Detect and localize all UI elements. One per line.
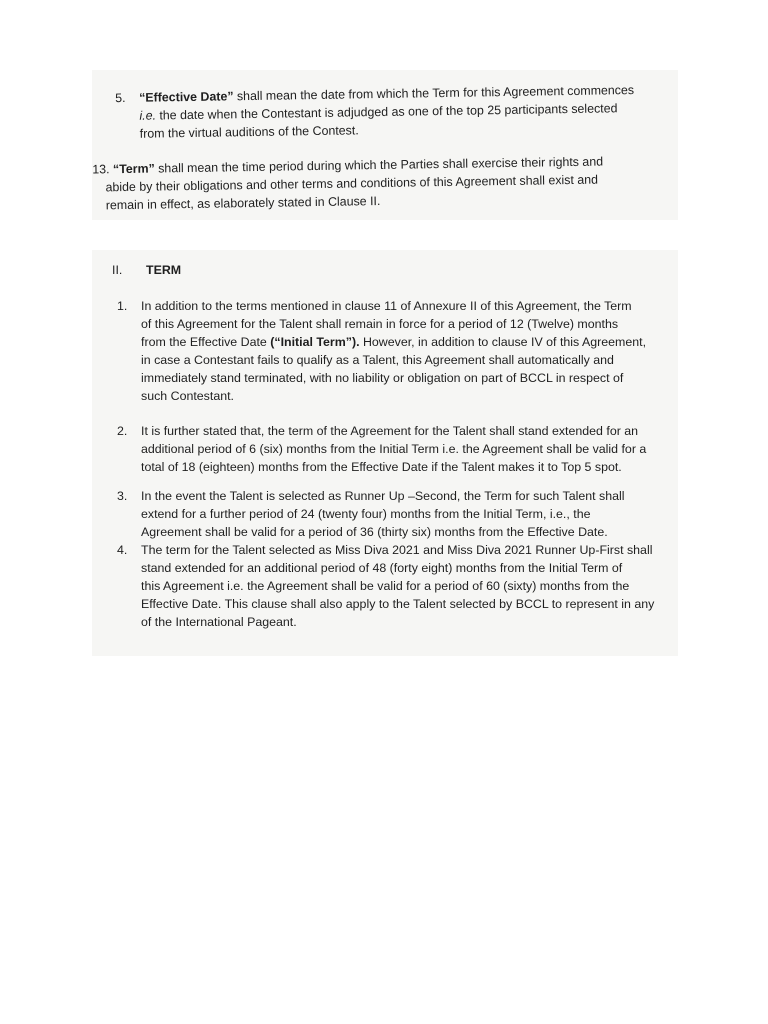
clause-line: in case a Contestant fails to qualify as a Talent, this Agreement shall automatically and <box>141 353 614 367</box>
term-clause-4 <box>117 541 665 631</box>
definition-line-text: shall mean the date from which the Term for this Agreement commences <box>233 83 635 104</box>
definition-line-text: the date when the Contestant is adjudged as one of the top 25 participants selected <box>155 101 618 123</box>
section-number: II. <box>112 263 123 277</box>
defined-term: “Effective Date” <box>139 89 234 105</box>
clause-line: of this Agreement for the Talent shall remain in force for a period of 12 (Twelve) months <box>141 317 619 331</box>
clause-line <box>141 333 665 351</box>
definition-number: 13. <box>92 162 110 177</box>
clause-number: 4. <box>117 543 128 557</box>
term-clause-3 <box>117 487 665 541</box>
clause-line: In addition to the terms mentioned in clause 11 of Annexure II of this Agreement, the Term <box>141 299 632 313</box>
section-heading <box>112 261 181 279</box>
definition-line-text: abide by their obligations and other terms and conditions of this Agreement shall exist and <box>105 172 599 195</box>
clause-line: The term for the Talent selected as Miss Diva 2021 and Miss Diva 2021 Runner Up-First shall <box>141 543 653 557</box>
definition-effective-date <box>115 80 668 143</box>
clause-line: immediately stand terminated, with no liability or obligation on part of BCCL in respect of <box>141 371 624 385</box>
clause-line: such Contestant. <box>141 389 234 403</box>
section-title: TERM <box>146 263 182 277</box>
clause-line: Agreement shall be valid for a period of 36 (thirty six) months from the Effective Date. <box>141 525 608 539</box>
definitions-block <box>0 0 768 246</box>
definition-text <box>115 80 668 143</box>
definition-text <box>92 151 669 214</box>
clause-line: extend for a further period of 24 (twenty four) months from the Initial Term, i.e., the <box>141 507 591 521</box>
clause-number: 2. <box>117 424 128 438</box>
clause-number: 1. <box>117 299 128 313</box>
clause-line: this Agreement i.e. the Agreement shall be valid for a period of 60 (sixty) months from the <box>141 579 630 593</box>
initial-term-definition: (“Initial Term”). <box>270 335 360 349</box>
definition-line-text: from the virtual auditions of the Contest. <box>139 123 359 141</box>
clause-line-text: However, in addition to clause IV of this Agreement, <box>359 335 647 349</box>
clause-text <box>117 297 665 405</box>
definition-number: 5. <box>115 90 126 106</box>
clause-text <box>117 541 665 631</box>
clause-line: stand extended for an additional period of 48 (forty eight) months from the Initial Term of <box>141 561 623 575</box>
clause-text <box>117 487 665 541</box>
clause-line-text: from the Effective Date <box>141 335 271 349</box>
ie-abbreviation: i.e. <box>139 108 157 123</box>
clause-line: It is further stated that, the term of the Agreement for the Talent shall stand extended for an <box>141 424 639 438</box>
clause-line: Effective Date. This clause shall also apply to the Talent selected by BCCL to represent in any <box>141 597 655 611</box>
definition-line-text: shall mean the time period during which the Parties shall exercise their rights and <box>154 154 604 176</box>
defined-term: “Term” <box>112 161 155 177</box>
term-clause-1 <box>117 297 665 405</box>
clause-line: additional period of 6 (six) months from the Initial Term i.e. the Agreement shall be valid for a <box>141 442 647 456</box>
clause-number: 3. <box>117 489 128 503</box>
clause-line: of the International Pageant. <box>141 615 297 629</box>
definition-term <box>92 151 669 214</box>
clause-text <box>117 422 665 476</box>
term-clause-2 <box>117 422 665 476</box>
clause-line: In the event the Talent is selected as Runner Up –Second, the Term for such Talent shall <box>141 489 625 503</box>
definition-line-text: remain in effect, as elaborately stated in Clause II. <box>105 194 381 213</box>
clause-line: total of 18 (eighteen) months from the Effective Date if the Talent makes it to Top 5 spot. <box>141 460 622 474</box>
